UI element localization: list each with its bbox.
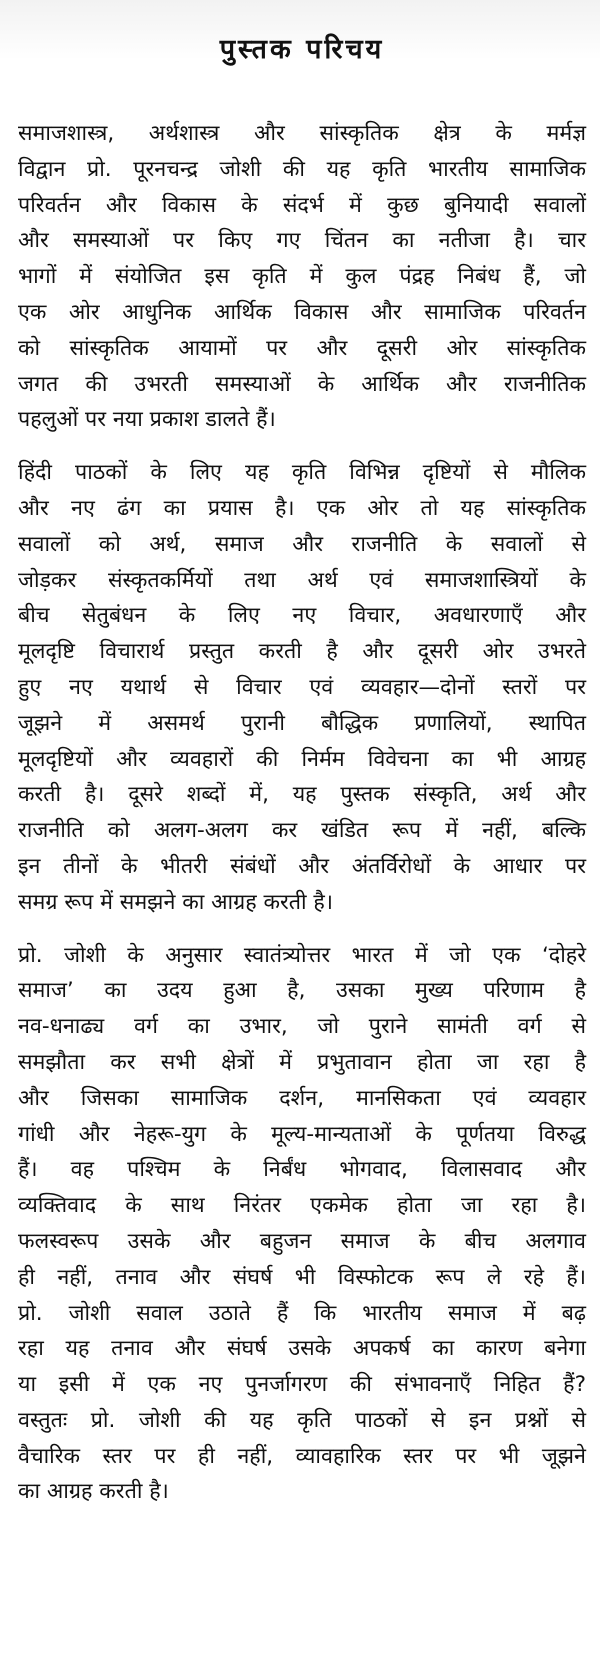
text-line: परिवर्तन और विकास के संदर्भ में कुछ बुनियादी सवालों bbox=[18, 192, 586, 218]
text-line: विद्वान प्रो. पूरनचन्द्र जोशी की यह कृति भारतीय सामाजिक bbox=[18, 156, 586, 182]
text-line: हिंदी पाठकों के लिए यह कृति विभिन्न दृष्टियों से मौलिक bbox=[18, 460, 586, 486]
text-line: प्रो. जोशी के अनुसार स्वातंत्र्योत्तर भारत में जो एक ‘दोहरे bbox=[18, 942, 586, 968]
text-line: भागों में संयोजित इस कृति में कुल पंद्रह निबंध हैं, जो bbox=[18, 264, 586, 290]
text-line: व्यक्तिवाद के साथ निरंतर एकमेक होता जा रहा है। bbox=[18, 1193, 586, 1219]
text-line: और जिसका सामाजिक दर्शन, मानसिकता एवं व्यवहार bbox=[18, 1085, 586, 1111]
text-line: और नए ढंग का प्रयास है। एक ओर तो यह सांस्कृतिक bbox=[18, 495, 586, 521]
page-title: पुस्तक परिचय bbox=[219, 34, 385, 65]
text-line: फलस्वरूप उसके और बहुजन समाज के बीच अलगाव bbox=[18, 1228, 586, 1254]
text-line: समझौता कर सभी क्षेत्रों में प्रभुतावान होता जा रहा है bbox=[18, 1049, 586, 1075]
text-line: एक ओर आधुनिक आर्थिक विकास और सामाजिक परिवर्तन bbox=[18, 299, 586, 325]
text-line: इन तीनों के भीतरी संबंधों और अंतर्विरोधों के आधार पर bbox=[18, 853, 586, 879]
text-line: हैं। वह पश्चिम के निर्बंध भोगवाद, विलासवाद और bbox=[18, 1157, 586, 1183]
text-line: गांधी और नेहरू-युग के मूल्य-मान्यताओं के पूर्णतया विरुद्ध bbox=[18, 1121, 586, 1147]
text-line: वस्तुतः प्रो. जोशी की यह कृति पाठकों से इन प्रश्नों से bbox=[18, 1407, 586, 1433]
text-line: का आग्रह करती है। bbox=[18, 1479, 169, 1505]
text-line: सवालों को अर्थ, समाज और राजनीति के सवालों से bbox=[18, 531, 586, 557]
text-line: समाज’ का उदय हुआ है, उसका मुख्य परिणाम है bbox=[18, 978, 586, 1004]
body-text bbox=[18, 116, 586, 1510]
text-line: प्रो. जोशी सवाल उठाते हैं कि भारतीय समाज में बढ़ bbox=[18, 1300, 586, 1326]
text-line: करती है। दूसरे शब्दों में, यह पुस्तक संस्कृति, अर्थ और bbox=[18, 782, 586, 808]
text-line: मूलदृष्टि विचारार्थ प्रस्तुत करती है और दूसरी ओर उभरते bbox=[18, 639, 586, 665]
text-line: या इसी में एक नए पुनर्जागरण की संभावनाएँ निहित हैं? bbox=[18, 1372, 586, 1398]
text-line: समग्र रूप में समझने का आग्रह करती है। bbox=[18, 889, 333, 915]
text-line: वैचारिक स्तर पर ही नहीं, व्यावहारिक स्तर पर भी जूझने bbox=[18, 1443, 586, 1469]
paragraph-2 bbox=[18, 455, 586, 920]
paragraph-1 bbox=[18, 116, 586, 438]
text-line: जूझने में असमर्थ पुरानी बौद्धिक प्रणालियों, स्थापित bbox=[18, 710, 586, 736]
text-line: पहलुओं पर नया प्रकाश डालते हैं। bbox=[18, 407, 276, 433]
text-line: बीच सेतुबंधन के लिए नए विचार, अवधारणाएँ और bbox=[18, 603, 586, 629]
text-line: को सांस्कृतिक आयामों पर और दूसरी ओर सांस्कृतिक bbox=[18, 335, 586, 361]
text-line: नव-धनाढ्य वर्ग का उभार, जो पुराने सामंती वर्ग से bbox=[18, 1014, 586, 1040]
text-line: मूलदृष्टियों और व्यवहारों की निर्मम विवेचना का भी आग्रह bbox=[18, 746, 586, 772]
text-line: रहा यह तनाव और संघर्ष उसके अपकर्ष का कारण बनेगा bbox=[18, 1336, 586, 1362]
text-line: ही नहीं, तनाव और संघर्ष भी विस्फोटक रूप ले रहे हैं। bbox=[18, 1264, 586, 1290]
text-line: जोड़कर संस्कृतकर्मियों तथा अर्थ एवं समाजशास्त्रियों के bbox=[18, 567, 586, 593]
text-line: और समस्याओं पर किए गए चिंतन का नतीजा है। चार bbox=[18, 228, 586, 254]
text-line: राजनीति को अलग-अलग कर खंडित रूप में नहीं, बल्कि bbox=[18, 818, 586, 844]
text-line: समाजशास्त्र, अर्थशास्त्र और सांस्कृतिक क्षेत्र के मर्मज्ञ bbox=[18, 121, 586, 146]
text-line: जगत की उभरती समस्याओं के आर्थिक और राजनीतिक bbox=[18, 371, 586, 397]
paragraph-3 bbox=[18, 938, 586, 1511]
text-line: हुए नए यथार्थ से विचार एवं व्यवहार—दोनों स्तरों पर bbox=[18, 674, 586, 700]
